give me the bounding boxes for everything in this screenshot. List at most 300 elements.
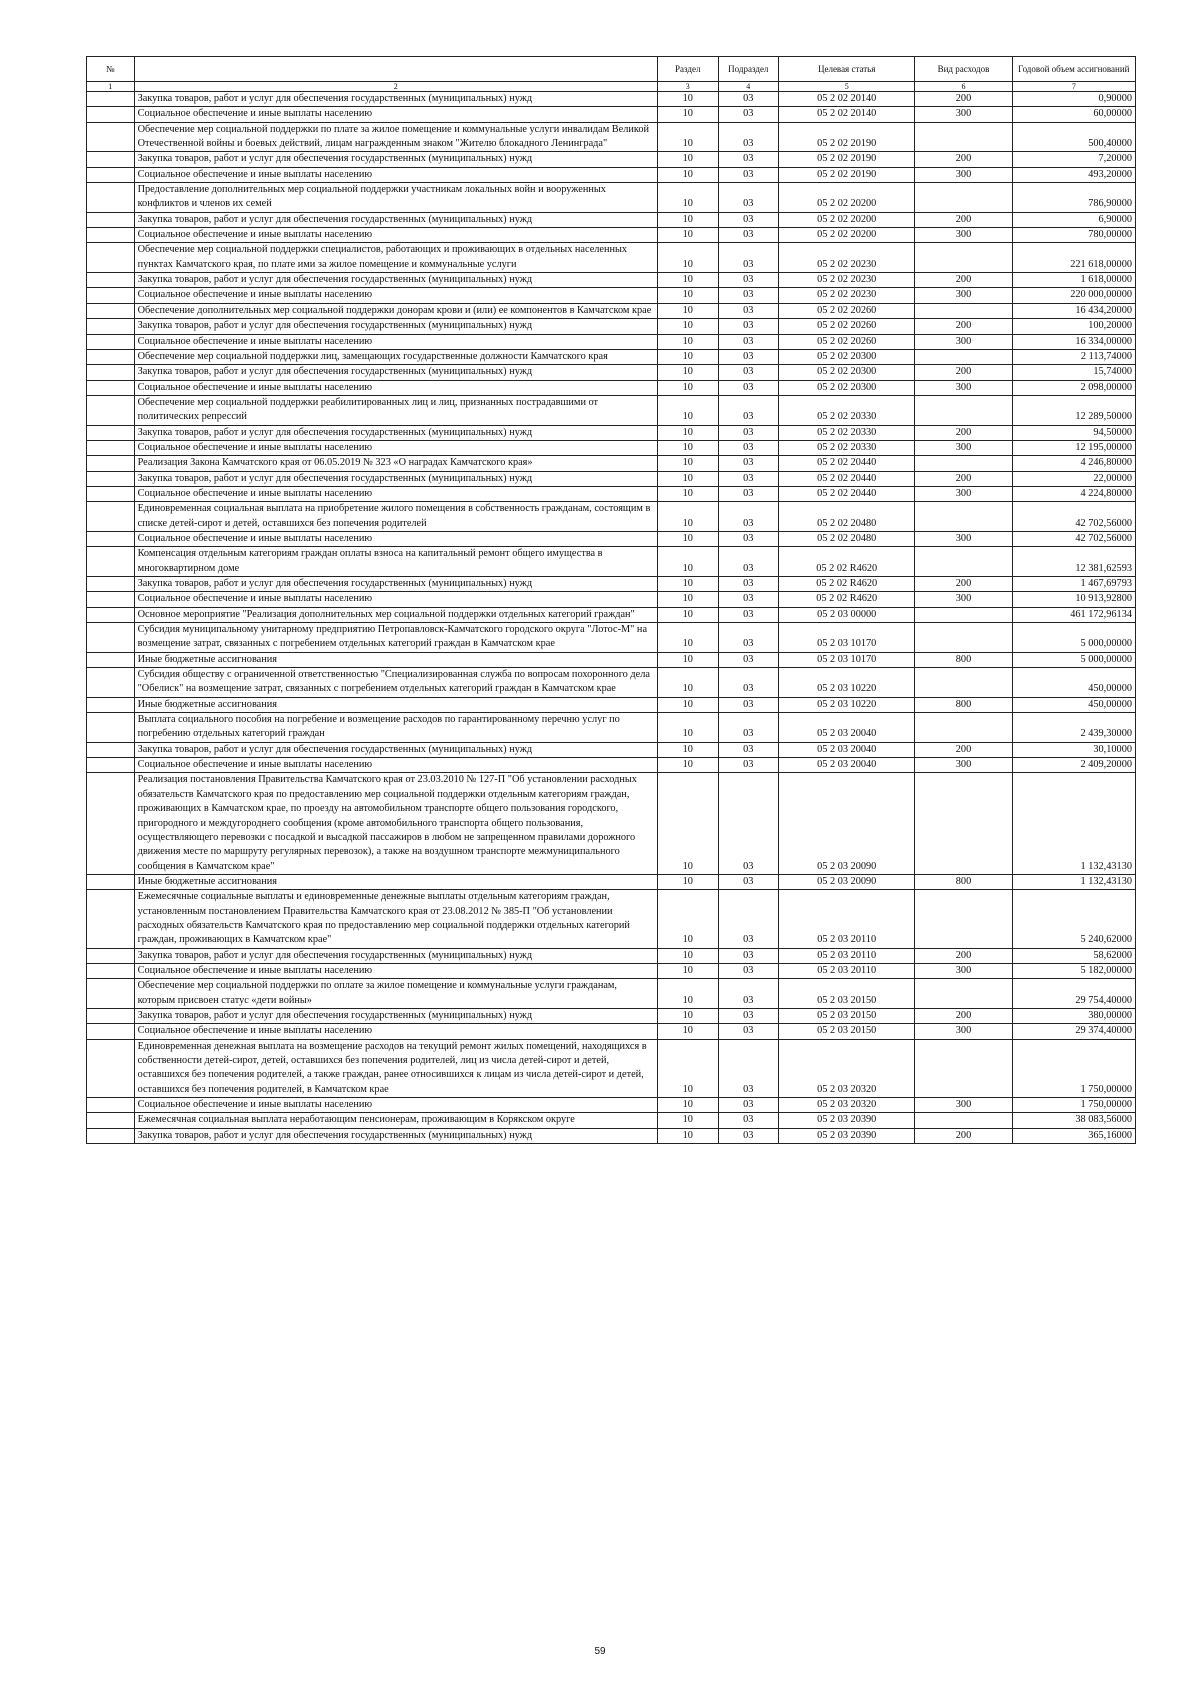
cell-subsection: 03 <box>718 440 779 455</box>
cell-subsection: 03 <box>718 758 779 773</box>
cell-target-article: 05 2 02 20300 <box>779 349 915 364</box>
cell-target-article: 05 2 03 10220 <box>779 668 915 698</box>
cell-name: Реализация постановления Правительства Камчатского края от 23.03.2010 № 127-П "Об установлении расходных обязательств Камчатского края по предоставлению мер социальной поддержки отдельным категориям граждан, проживающих в Камчатском крае, по проезду на автомобильном транспорте общего пользования городского, пригородного и междугороднего сообщения (кроме автомобильного транспорта общего пользования, осуществляющего перевозки с посадкой и высадкой пассажиров в любом не запрещенном правилами дорожного движения месте по маршруту регулярных перевозок), а также на воздушном транспорте межмуниципального сообщения в Камчатском крае" <box>134 773 657 874</box>
cell-amount: 221 618,00000 <box>1012 243 1135 273</box>
cell-amount: 5 000,00000 <box>1012 652 1135 667</box>
cell-target-article: 05 2 02 20190 <box>779 152 915 167</box>
cell-expense-kind: 300 <box>915 486 1012 501</box>
cell-subsection: 03 <box>718 122 779 152</box>
cell-num <box>87 303 135 318</box>
cell-amount: 2 113,74000 <box>1012 349 1135 364</box>
table-row <box>87 668 1136 698</box>
table-row <box>87 948 1136 963</box>
cell-num <box>87 1128 135 1143</box>
cell-section: 10 <box>657 874 718 889</box>
cell-amount: 1 618,00000 <box>1012 273 1135 288</box>
cell-section: 10 <box>657 742 718 757</box>
cell-section: 10 <box>657 577 718 592</box>
cell-target-article: 05 2 03 10170 <box>779 652 915 667</box>
cell-amount: 450,00000 <box>1012 697 1135 712</box>
table-row <box>87 773 1136 874</box>
header-annual-volume: Годовой объем ассигнований <box>1012 57 1135 82</box>
cell-expense-kind: 300 <box>915 963 1012 978</box>
cell-amount: 38 083,56000 <box>1012 1113 1135 1128</box>
cell-expense-kind <box>915 607 1012 622</box>
cell-expense-kind: 300 <box>915 334 1012 349</box>
cell-section: 10 <box>657 183 718 213</box>
cell-name: Закупка товаров, работ и услуг для обеспечения государственных (муниципальных) нужд <box>134 742 657 757</box>
cell-amount: 450,00000 <box>1012 668 1135 698</box>
cell-subsection: 03 <box>718 979 779 1009</box>
cell-amount: 12 381,62593 <box>1012 547 1135 577</box>
cell-name: Обеспечение мер социальной поддержки по оплате за жилое помещение и коммунальные услуги гражданам, которым присвоен статус «дети войны» <box>134 979 657 1009</box>
cell-subsection: 03 <box>718 486 779 501</box>
cell-target-article: 05 2 03 20090 <box>779 773 915 874</box>
cell-section: 10 <box>657 319 718 334</box>
cell-name: Субсидия обществу с ограниченной ответственностью "Специализированная служба по вопросам похоронного дела "Обелиск" на возмещение затрат, связанных с погребением отдельных категорий граждан в Камчатском крае <box>134 668 657 698</box>
cell-expense-kind: 300 <box>915 1024 1012 1039</box>
cell-num <box>87 697 135 712</box>
cell-subsection: 03 <box>718 273 779 288</box>
cell-expense-kind: 300 <box>915 592 1012 607</box>
cell-num <box>87 334 135 349</box>
cell-amount: 60,00000 <box>1012 107 1135 122</box>
cell-target-article: 05 2 02 20260 <box>779 319 915 334</box>
table-row <box>87 303 1136 318</box>
cell-name: Обеспечение мер социальной поддержки реабилитированных лиц и лиц, признанных пострадавшими от политических репрессий <box>134 395 657 425</box>
cell-num <box>87 167 135 182</box>
cell-num <box>87 948 135 963</box>
cell-section: 10 <box>657 228 718 243</box>
cell-target-article: 05 2 03 20150 <box>779 1008 915 1023</box>
cell-expense-kind <box>915 1039 1012 1097</box>
cell-num <box>87 502 135 532</box>
cell-num <box>87 874 135 889</box>
cell-name: Закупка товаров, работ и услуг для обеспечения государственных (муниципальных) нужд <box>134 948 657 963</box>
cell-target-article: 05 2 02 20230 <box>779 288 915 303</box>
cell-amount: 786,90000 <box>1012 183 1135 213</box>
cell-section: 10 <box>657 890 718 948</box>
cell-num <box>87 979 135 1009</box>
cell-name: Социальное обеспечение и иные выплаты населению <box>134 758 657 773</box>
cell-section: 10 <box>657 531 718 546</box>
cell-target-article: 05 2 02 20330 <box>779 440 915 455</box>
cell-target-article: 05 2 03 20320 <box>779 1039 915 1097</box>
cell-target-article: 05 2 03 20150 <box>779 1024 915 1039</box>
cell-name: Предоставление дополнительных мер социальной поддержки участникам локальных войн и вооруженных конфликтов и членов их семей <box>134 183 657 213</box>
table-row <box>87 334 1136 349</box>
cell-target-article: 05 2 03 10220 <box>779 697 915 712</box>
cell-subsection: 03 <box>718 592 779 607</box>
table-row <box>87 890 1136 948</box>
table-row <box>87 547 1136 577</box>
cell-num <box>87 652 135 667</box>
cell-target-article: 05 2 02 R4620 <box>779 592 915 607</box>
cell-amount: 12 289,50000 <box>1012 395 1135 425</box>
cell-target-article: 05 2 02 20140 <box>779 92 915 107</box>
cell-amount: 16 434,20000 <box>1012 303 1135 318</box>
cell-amount: 4 246,80000 <box>1012 456 1135 471</box>
cell-subsection: 03 <box>718 1098 779 1113</box>
cell-section: 10 <box>657 547 718 577</box>
table-row <box>87 395 1136 425</box>
cell-section: 10 <box>657 92 718 107</box>
cell-name: Социальное обеспечение и иные выплаты населению <box>134 334 657 349</box>
cell-name: Закупка товаров, работ и услуг для обеспечения государственных (муниципальных) нужд <box>134 273 657 288</box>
cell-num <box>87 1008 135 1023</box>
cell-subsection: 03 <box>718 212 779 227</box>
cell-amount: 5 000,00000 <box>1012 623 1135 653</box>
cell-name: Закупка товаров, работ и услуг для обеспечения государственных (муниципальных) нужд <box>134 212 657 227</box>
cell-subsection: 03 <box>718 948 779 963</box>
cell-subsection: 03 <box>718 243 779 273</box>
cell-amount: 1 467,69793 <box>1012 577 1135 592</box>
cell-expense-kind: 200 <box>915 273 1012 288</box>
table-row <box>87 183 1136 213</box>
cell-name: Иные бюджетные ассигнования <box>134 874 657 889</box>
cell-target-article: 05 2 02 20190 <box>779 167 915 182</box>
cell-section: 10 <box>657 948 718 963</box>
cell-num <box>87 288 135 303</box>
cell-subsection: 03 <box>718 963 779 978</box>
cell-name: Единовременная социальная выплата на приобретение жилого помещения в собственность гражданам, состоящим в списке детей-сирот и детей, оставшихся без попечения родителей <box>134 502 657 532</box>
cell-subsection: 03 <box>718 713 779 743</box>
cell-expense-kind: 200 <box>915 425 1012 440</box>
header-number: 6 <box>915 82 1012 92</box>
cell-expense-kind <box>915 713 1012 743</box>
cell-target-article: 05 2 02 20200 <box>779 212 915 227</box>
cell-amount: 100,20000 <box>1012 319 1135 334</box>
cell-target-article: 05 2 02 20330 <box>779 395 915 425</box>
cell-name: Социальное обеспечение и иные выплаты населению <box>134 440 657 455</box>
cell-num <box>87 440 135 455</box>
cell-name: Закупка товаров, работ и услуг для обеспечения государственных (муниципальных) нужд <box>134 471 657 486</box>
cell-num <box>87 228 135 243</box>
cell-target-article: 05 2 03 10170 <box>779 623 915 653</box>
cell-section: 10 <box>657 273 718 288</box>
cell-target-article: 05 2 03 00000 <box>779 607 915 622</box>
cell-section: 10 <box>657 152 718 167</box>
cell-amount: 461 172,96134 <box>1012 607 1135 622</box>
cell-expense-kind: 300 <box>915 380 1012 395</box>
cell-name: Иные бюджетные ассигнования <box>134 652 657 667</box>
table-row <box>87 623 1136 653</box>
cell-section: 10 <box>657 486 718 501</box>
cell-expense-kind: 300 <box>915 167 1012 182</box>
cell-subsection: 03 <box>718 334 779 349</box>
cell-num <box>87 92 135 107</box>
cell-target-article: 05 2 03 20040 <box>779 758 915 773</box>
cell-num <box>87 273 135 288</box>
cell-expense-kind <box>915 890 1012 948</box>
cell-expense-kind: 200 <box>915 152 1012 167</box>
cell-name: Закупка товаров, работ и услуг для обеспечения государственных (муниципальных) нужд <box>134 1128 657 1143</box>
cell-subsection: 03 <box>718 167 779 182</box>
cell-num <box>87 963 135 978</box>
cell-num <box>87 349 135 364</box>
cell-section: 10 <box>657 425 718 440</box>
cell-target-article: 05 2 02 20480 <box>779 502 915 532</box>
cell-amount: 5 182,00000 <box>1012 963 1135 978</box>
cell-target-article: 05 2 03 20110 <box>779 948 915 963</box>
cell-expense-kind: 200 <box>915 742 1012 757</box>
cell-name: Социальное обеспечение и иные выплаты населению <box>134 1098 657 1113</box>
cell-amount: 94,50000 <box>1012 425 1135 440</box>
cell-name: Социальное обеспечение и иные выплаты населению <box>134 1024 657 1039</box>
cell-subsection: 03 <box>718 890 779 948</box>
cell-target-article: 05 2 02 20230 <box>779 243 915 273</box>
table-row <box>87 697 1136 712</box>
cell-name: Закупка товаров, работ и услуг для обеспечения государственных (муниципальных) нужд <box>134 577 657 592</box>
cell-amount: 4 224,80000 <box>1012 486 1135 501</box>
cell-amount: 10 913,92800 <box>1012 592 1135 607</box>
cell-section: 10 <box>657 502 718 532</box>
cell-section: 10 <box>657 607 718 622</box>
cell-num <box>87 623 135 653</box>
cell-section: 10 <box>657 167 718 182</box>
cell-amount: 220 000,00000 <box>1012 288 1135 303</box>
cell-target-article: 05 2 02 20190 <box>779 122 915 152</box>
cell-name: Основное мероприятие "Реализация дополнительных мер социальной поддержки отдельных категорий граждан" <box>134 607 657 622</box>
cell-name: Социальное обеспечение и иные выплаты населению <box>134 228 657 243</box>
header-name <box>134 57 657 82</box>
cell-expense-kind <box>915 122 1012 152</box>
cell-subsection: 03 <box>718 1113 779 1128</box>
cell-num <box>87 713 135 743</box>
cell-amount: 2 098,00000 <box>1012 380 1135 395</box>
cell-num <box>87 607 135 622</box>
cell-expense-kind: 300 <box>915 531 1012 546</box>
cell-expense-kind <box>915 547 1012 577</box>
cell-name: Закупка товаров, работ и услуг для обеспечения государственных (муниципальных) нужд <box>134 1008 657 1023</box>
cell-subsection: 03 <box>718 502 779 532</box>
cell-section: 10 <box>657 303 718 318</box>
cell-section: 10 <box>657 623 718 653</box>
cell-amount: 500,40000 <box>1012 122 1135 152</box>
header-subsection: Подраздел <box>718 57 779 82</box>
cell-section: 10 <box>657 1024 718 1039</box>
table-row <box>87 167 1136 182</box>
cell-amount: 365,16000 <box>1012 1128 1135 1143</box>
table-row <box>87 652 1136 667</box>
cell-subsection: 03 <box>718 652 779 667</box>
table-row <box>87 963 1136 978</box>
table-body <box>87 92 1136 1144</box>
cell-name: Ежемесячные социальные выплаты и единовременные денежные выплаты отдельным категориям граждан, установленным постановлением Правительства Камчатского края от 23.08.2012 № 385-П "Об установлении расходных обязательств Камчатского края по предоставлению мер социальной поддержки отдельных категорий граждан, проживающих в Камчатском крае" <box>134 890 657 948</box>
cell-expense-kind <box>915 502 1012 532</box>
table-row <box>87 273 1136 288</box>
header-numbers-row <box>87 82 1136 92</box>
cell-subsection: 03 <box>718 577 779 592</box>
cell-name: Обеспечение мер социальной поддержки лиц, замещающих государственные должности Камчатского края <box>134 349 657 364</box>
cell-section: 10 <box>657 380 718 395</box>
table-row <box>87 380 1136 395</box>
cell-target-article: 05 2 02 R4620 <box>779 547 915 577</box>
table-row <box>87 92 1136 107</box>
table-row <box>87 319 1136 334</box>
cell-amount: 30,10000 <box>1012 742 1135 757</box>
cell-target-article: 05 2 03 20150 <box>779 979 915 1009</box>
cell-name: Единовременная денежная выплата на возмещение расходов на текущий ремонт жилых помещений, находящихся в собственности детей-сирот, детей, оставшихся без попечения родителей, лиц из числа детей-сирот и детей, оставшихся без попечения родителей, а также граждан, ранее относившихся к лицам из числа детей-сирот и детей, оставшихся без попечения родителей, в Камчатском крае <box>134 1039 657 1097</box>
cell-expense-kind <box>915 773 1012 874</box>
cell-name: Социальное обеспечение и иные выплаты населению <box>134 380 657 395</box>
cell-subsection: 03 <box>718 92 779 107</box>
cell-subsection: 03 <box>718 395 779 425</box>
cell-num <box>87 547 135 577</box>
cell-target-article: 05 2 02 20200 <box>779 228 915 243</box>
cell-name: Социальное обеспечение и иные выплаты населению <box>134 486 657 501</box>
table-row <box>87 1008 1136 1023</box>
cell-num <box>87 425 135 440</box>
cell-section: 10 <box>657 334 718 349</box>
cell-name: Иные бюджетные ассигнования <box>134 697 657 712</box>
cell-section: 10 <box>657 395 718 425</box>
cell-subsection: 03 <box>718 152 779 167</box>
cell-section: 10 <box>657 212 718 227</box>
table-row <box>87 1039 1136 1097</box>
cell-amount: 1 750,00000 <box>1012 1098 1135 1113</box>
cell-expense-kind <box>915 395 1012 425</box>
table-row <box>87 122 1136 152</box>
cell-amount: 6,90000 <box>1012 212 1135 227</box>
cell-num <box>87 183 135 213</box>
table-row <box>87 1128 1136 1143</box>
cell-expense-kind: 300 <box>915 758 1012 773</box>
cell-expense-kind: 200 <box>915 92 1012 107</box>
table-row <box>87 456 1136 471</box>
cell-num <box>87 758 135 773</box>
cell-expense-kind: 200 <box>915 471 1012 486</box>
cell-target-article: 05 2 02 20330 <box>779 425 915 440</box>
table-row <box>87 592 1136 607</box>
cell-section: 10 <box>657 1098 718 1113</box>
cell-amount: 780,00000 <box>1012 228 1135 243</box>
cell-subsection: 03 <box>718 1039 779 1097</box>
cell-num <box>87 1098 135 1113</box>
cell-num <box>87 577 135 592</box>
cell-target-article: 05 2 02 20260 <box>779 303 915 318</box>
cell-target-article: 05 2 02 20200 <box>779 183 915 213</box>
cell-section: 10 <box>657 440 718 455</box>
cell-expense-kind: 300 <box>915 107 1012 122</box>
cell-target-article: 05 2 02 20300 <box>779 380 915 395</box>
cell-subsection: 03 <box>718 303 779 318</box>
cell-expense-kind: 300 <box>915 1098 1012 1113</box>
cell-section: 10 <box>657 456 718 471</box>
cell-section: 10 <box>657 668 718 698</box>
cell-target-article: 05 2 02 20440 <box>779 486 915 501</box>
cell-subsection: 03 <box>718 107 779 122</box>
cell-subsection: 03 <box>718 623 779 653</box>
cell-section: 10 <box>657 713 718 743</box>
table-row <box>87 471 1136 486</box>
cell-num <box>87 471 135 486</box>
cell-target-article: 05 2 02 20480 <box>779 531 915 546</box>
cell-subsection: 03 <box>718 471 779 486</box>
table-row <box>87 349 1136 364</box>
cell-amount: 0,90000 <box>1012 92 1135 107</box>
cell-section: 10 <box>657 1128 718 1143</box>
cell-subsection: 03 <box>718 228 779 243</box>
header-number: 3 <box>657 82 718 92</box>
table-row <box>87 577 1136 592</box>
cell-subsection: 03 <box>718 531 779 546</box>
cell-num <box>87 243 135 273</box>
cell-name: Ежемесячная социальная выплата неработающим пенсионерам, проживающим в Корякском округе <box>134 1113 657 1128</box>
page-number: 59 <box>594 1646 606 1657</box>
cell-amount: 12 195,00000 <box>1012 440 1135 455</box>
cell-section: 10 <box>657 592 718 607</box>
table-row <box>87 107 1136 122</box>
cell-subsection: 03 <box>718 1008 779 1023</box>
header-number: 7 <box>1012 82 1135 92</box>
header-section: Раздел <box>657 57 718 82</box>
cell-num <box>87 319 135 334</box>
cell-num <box>87 212 135 227</box>
cell-expense-kind <box>915 1113 1012 1128</box>
cell-target-article: 05 2 02 20140 <box>779 107 915 122</box>
cell-section: 10 <box>657 758 718 773</box>
cell-target-article: 05 2 03 20110 <box>779 890 915 948</box>
cell-expense-kind: 800 <box>915 652 1012 667</box>
cell-num <box>87 531 135 546</box>
cell-expense-kind: 300 <box>915 288 1012 303</box>
cell-amount: 2 439,30000 <box>1012 713 1135 743</box>
cell-num <box>87 107 135 122</box>
cell-expense-kind: 200 <box>915 319 1012 334</box>
table-row <box>87 243 1136 273</box>
cell-subsection: 03 <box>718 456 779 471</box>
header-number: 2 <box>134 82 657 92</box>
cell-amount: 5 240,62000 <box>1012 890 1135 948</box>
cell-section: 10 <box>657 1113 718 1128</box>
cell-name: Социальное обеспечение и иные выплаты населению <box>134 592 657 607</box>
cell-subsection: 03 <box>718 425 779 440</box>
cell-subsection: 03 <box>718 547 779 577</box>
cell-name: Реализация Закона Камчатского края от 06.05.2019 № 323 «О наградах Камчатского края» <box>134 456 657 471</box>
cell-expense-kind <box>915 623 1012 653</box>
cell-amount: 7,20000 <box>1012 152 1135 167</box>
cell-amount: 493,20000 <box>1012 167 1135 182</box>
cell-target-article: 05 2 03 20390 <box>779 1113 915 1128</box>
cell-subsection: 03 <box>718 874 779 889</box>
table-row <box>87 486 1136 501</box>
cell-num <box>87 122 135 152</box>
cell-name: Закупка товаров, работ и услуг для обеспечения государственных (муниципальных) нужд <box>134 92 657 107</box>
table-row <box>87 1113 1136 1128</box>
cell-name: Закупка товаров, работ и услуг для обеспечения государственных (муниципальных) нужд <box>134 365 657 380</box>
cell-section: 10 <box>657 652 718 667</box>
cell-name: Компенсация отдельным категориям граждан оплаты взноса на капитальный ремонт общего имущества в многоквартирном доме <box>134 547 657 577</box>
cell-amount: 22,00000 <box>1012 471 1135 486</box>
cell-target-article: 05 2 03 20110 <box>779 963 915 978</box>
cell-name: Социальное обеспечение и иные выплаты населению <box>134 531 657 546</box>
cell-name: Социальное обеспечение и иные выплаты населению <box>134 107 657 122</box>
cell-num <box>87 742 135 757</box>
cell-section: 10 <box>657 107 718 122</box>
cell-target-article: 05 2 03 20040 <box>779 713 915 743</box>
cell-amount: 1 132,43130 <box>1012 874 1135 889</box>
table-row <box>87 365 1136 380</box>
cell-name: Обеспечение мер социальной поддержки по плате за жилое помещение и коммунальные услуги инвалидам Великой Отечественной войны и боевых действий, лицам награжденным знаком "Жителю блокадного Ленинграда" <box>134 122 657 152</box>
cell-num <box>87 592 135 607</box>
cell-section: 10 <box>657 979 718 1009</box>
budget-table <box>86 56 1136 1144</box>
cell-num <box>87 668 135 698</box>
cell-amount: 2 409,20000 <box>1012 758 1135 773</box>
cell-target-article: 05 2 02 20260 <box>779 334 915 349</box>
cell-section: 10 <box>657 1039 718 1097</box>
